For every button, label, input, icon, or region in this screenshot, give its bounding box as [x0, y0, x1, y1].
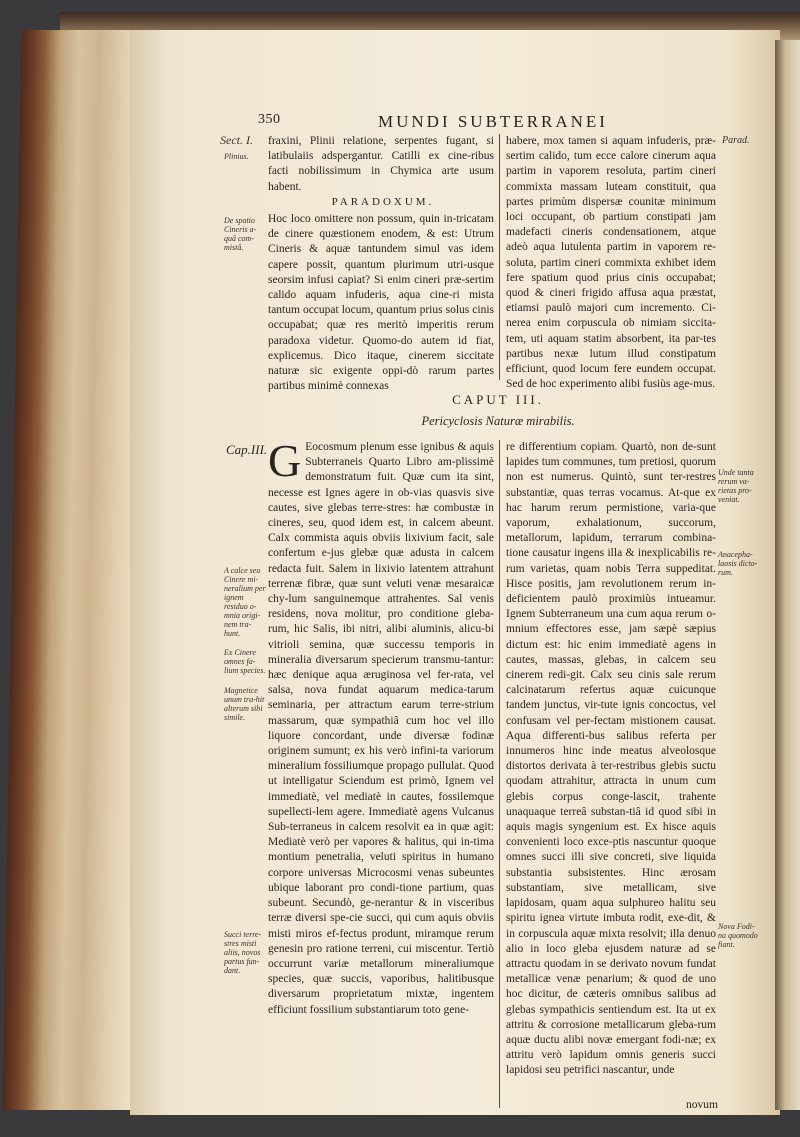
margin-note-plinius: Plinius.: [224, 152, 249, 161]
page-number: 350: [258, 112, 281, 127]
bottom-left-column: [268, 435, 494, 1114]
margin-note-succi: Succi terre-stres misti aliis, novos partus fun-dant.: [224, 930, 262, 975]
drop-cap: G: [268, 435, 302, 486]
column-rule-bottom: [499, 440, 500, 1108]
margin-note-parad: Parad.: [722, 135, 750, 146]
catchword: novum: [686, 1099, 718, 1111]
margin-note-cinere: Ex Cinere omnes fa-lium species.: [224, 648, 266, 675]
page-text-area: [220, 110, 768, 1111]
margin-note-sect: Sect. I.: [220, 133, 253, 147]
margin-note-unde: Unde tanta rerum va-rietas pro-veniat.: [718, 468, 754, 504]
paradox-heading: PARADOXUM.: [331, 196, 435, 208]
margin-note-spatio: De spatio Cineris a-quâ com-mistâ.: [224, 216, 257, 252]
top-left-column: fraxini, Plinii relatione, serpentes fugant, si latibulaiis adspergantur. Catilli ex cine-ribus facti nobilissimum in Chymica arte usum habent.: [268, 135, 494, 193]
margin-note-magnetice: Magnetice unum tra-hit alterum sibi simile.: [224, 686, 265, 722]
chapter-heading: CAPUT III.: [452, 392, 544, 407]
margin-note-anacephalaosis: Anacepha-laosis dicto-rum.: [718, 550, 758, 577]
paradox-text: Hoc loco omittere non possum, quin in-tricatam de cinere quæstionem enodem, & est: Utrum Cineris & aquæ tantundem simul vas idem capere possit, quantum plurimum utri-usque seorsim infusi capiat? Si enim cineri præ-sertim calido aquam infuderis, aqua cine-ri mista tantum occupat locum, quantum prius solus cinis occupabat; quæ res meritò imperitis rerum paradoxa videtur. Quomo-do autem id fiat, explicemus. Dico itaque, cinerem siccitate naturæ sic exigente oppi-dò rarum partes partibus minimè connexas: [268, 213, 494, 393]
margin-note-nova: Nova Fodi-na quomodo fiant.: [718, 922, 758, 949]
bottom-left-text: Eocosmum plenum esse ignibus & aquis Subterraneis Quarto Libro am-plissimè demonstratum fuit. Quæ cum ita sint, necesse est Ignes agere in ob-vias quasvis sive cautes, sive glebas terre-stres: hæ combustæ in cineres, seu, quod idem est, in calcem abeunt. Calx commista aquis obviis lixivium facit, sale confertum e-jus glebæ quæ adusta in calcem redacta fuit. Salem in lixivio latentem attrahunt terrenæ fibræ, quæ sunt veluti venæ mesaraicæ chy-lum sanguinemque attrahentes. Sal venis residens, nova molitur, pro conditione gleba-rum, hic Salis, ibi nitri, alibi aluminis, alicu-bi vitrioli semina, quæ successu temporis in mineralia diversarum specierum transmu-tantur: hæc denique aqua æruginosa vel fer-rata, vel salsa, nova fundat aquarum medica-tarum seminaria, per attractum earum terre-strium massarum, quæ sympathiâ cum hoc vel illo liquore concordant, unde diversæ fodinæ originem sumunt; ex his verò infini-ta variorum mineralium fossiliumque propago pullulat. Quod ut intelligatur Sciendum est primò, Ignem vel immediatè, vel mediatè in cautes, fossilemque supellecti-lem agere. Immediatè agens Vulcanus Sub-terraneus in calcem resolvit ea in quæ agit: Mediatè verò per vapores & halitus, qui in-tima montium penetralia, veluti spiritus in humano corpore universas Microcosmi venas subeuntes ubique laborant pro condi-tione partium, quas subeunt. Secundò, ge-nerantur & in visceribus terræ diversi spe-cie succi, qui cum aquis obviis misti miros ef-fectus produnt, miramque rerum genesin pro ratione terreni, cui miscentur. Tertiò occurrunt variæ metallorum mineraliumque species, quæ succis, vaporibus, halitibusque diversarum proprietatum mixtæ, ingentem efficiunt fossilium substantiarum toto gene-: [268, 441, 494, 1016]
top-right-column: habere, mox tamen si aquam infuderis, præ-sertim calido, tum ecce calore cinerum aqua partim in vaporem resoluta, partim cineri commixta massam luteam constituit, qua partes primùm dispersæ counitæ minimum loci occupant, ob partium constipati jam madefacti cineris condensationem, atque adeò aqua lutulenta partim in vaporem re-soluta, partim cineri commixta exhibet idem fere spatium quod prius cinis occupabat; quod & cineri frigido affusa aqua præstat, etiamsi paulò majori cum incremento. Ci-nerea enim corpuscula ob nimiam siccita-tem, uti aquam statim absorbent, ita par-tes partibus nexæ lutum illud constipatum efficiunt, quod locum fere eundem occupat. Sed de hoc experimento alibi fusiùs age-mus.: [506, 135, 716, 391]
chapter-subtitle: Pericyclosis Naturæ mirabilis.: [421, 414, 575, 428]
chapter-margin-label: Cap.III.: [226, 442, 268, 457]
bottom-right-column: re differentium copiam. Quartò, non de-sunt lapides tum communes, tum pretiosi, quorum non est numerus. Quintò, sunt ter-restres substantiæ, quas terras vocamus. At-que ex hac harum rerum permistione, varia-que vaporum, exhalationum, succorum, metallorum, lapidum, terrarum combina-tione causatur ingens illa & inexplicabilis re-rum varietas, quam nobis Terra suppeditat. Hisce positis, jam revolutionem rerum in-deficientem paulò proximiùs intueamur. Ignem Subterraneum una cum aqua rerum o-mnium effectores esse, jam sæpè sæpius dictum est: hic enim immediatè agens in cautes, massas, glebas, in calcem seu cinerem redi-git. Calx seu cinis sale rerum calcinatarum refertus aquæ cuicunque tandem junctus, vir-tute ignis concoctus, vel confusam vel per-fectam mistionem causat. Aqua differenti-bus salibus referta per innumeros hinc inde meatus alveolosque distortos derivata à ter-restribus glebis suctu quodam attrahitur, attracta in unum cum glebis corpus conge-lascit, trahente unaquaque terreâ substan-tiâ id quod sibi in aquis magis syngenium est. Ex hisce aquis convenienti loco exce-ptis nascuntur quoque omnes succi illi sive concreti, sive liquida substantia subsistentes. Hinc ærosam substantiam, sive metallicam, sive lapidosam, quam aqua sulphureo halitu seu spiritu ignea virtute imbuta rodit, exe-dit, & in corpuscula aquæ mixta resolvit; illa denuo alio in loco gleba ejusdem naturæ ad se attractu quodam in se derivato novum fundat metallicæ venæ penarium; & quod de uno hoc dicitur, de cæteris omnibus salibus ad glebas sympathicis sentiendum est. Ita ut ex attritu & corrosione metallicarum gleba-rum aquæ ductu alibi novæ emergant fodi-næ; ex attritu verò lapidum omnis generis succi lapidosi seu petrifici nascantur, unde: [506, 441, 716, 1077]
facing-page-edge: [775, 40, 800, 1110]
running-title: MUNDI SUBTERRANEI: [378, 112, 608, 131]
column-rule-top: [499, 134, 500, 380]
margin-note-calce: A calce seu Cinere mi-neralium per ignem residuo o-mnia origi-nem tra-hunt.: [224, 566, 266, 638]
